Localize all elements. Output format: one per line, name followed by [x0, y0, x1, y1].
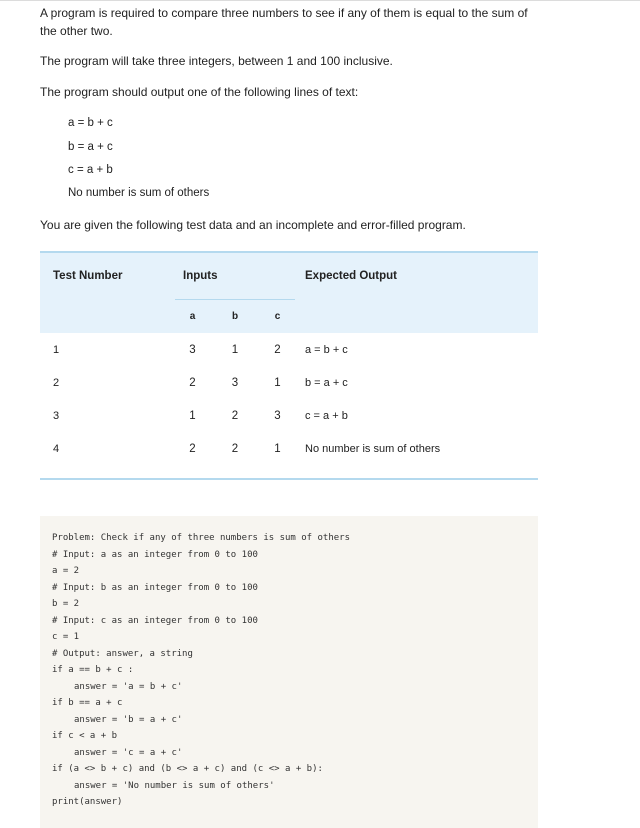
code-line: answer = 'b = a + c': [74, 714, 183, 725]
code-line: print(answer): [52, 797, 123, 807]
expected-output: a = b + c: [305, 343, 348, 356]
input-c: 2: [274, 343, 281, 356]
input-b: 1: [231, 343, 239, 356]
expected-output: c = a + b: [305, 409, 348, 422]
option-c: c = a + b: [68, 164, 113, 176]
code-line: # Input: c as an integer from 0 to 100: [52, 615, 258, 626]
option-a: a = b + c: [68, 117, 113, 129]
code-line: b = 2: [52, 599, 80, 609]
table-row: [40, 399, 538, 432]
code-line: a = 2: [52, 566, 80, 576]
table-header-row: [40, 252, 538, 299]
input-a: 2: [189, 376, 196, 389]
table-bottom-border: [40, 478, 538, 480]
code-line: if b == a + c: [52, 698, 123, 708]
intro-paragraph-4: You are given the following test data and an incomplete and error-filled program.: [40, 218, 466, 232]
intro-line-2: the other two.: [40, 24, 113, 38]
input-b: 3: [231, 376, 239, 389]
input-c: 1: [274, 442, 281, 455]
code-line: Problem: Check if any of three numbers is sum of others: [52, 533, 351, 543]
input-b: 2: [231, 409, 239, 422]
code-line: if a == b + c :: [52, 665, 134, 675]
header-c: c: [260, 299, 295, 333]
top-divider: [0, 0, 640, 1]
option-b: b = a + c: [68, 141, 113, 153]
expected-output: No number is sum of others: [305, 442, 441, 455]
header-b: b: [210, 299, 260, 333]
intro-paragraph-3: The program should output one of the following lines of text:: [40, 85, 359, 99]
input-c: 3: [274, 409, 281, 422]
code-line: if c < a + b: [52, 731, 118, 741]
code-line: answer = 'No number is sum of others': [74, 780, 275, 791]
test-number: 1: [53, 343, 60, 356]
input-a: 1: [189, 409, 196, 422]
option-none: No number is sum of others: [68, 187, 210, 199]
code-line: answer = 'a = b + c': [74, 681, 183, 692]
header-test-number: Test Number: [40, 252, 175, 299]
table-subheader-row: [40, 299, 538, 333]
code-line: answer = 'c = a + c': [74, 747, 183, 758]
expected-output: b = a + c: [305, 376, 348, 389]
table-row: [40, 333, 538, 366]
code-line: if (a <> b + c) and (b <> a + c) and (c <> a + b):: [52, 764, 323, 774]
code-line: c = 1: [52, 632, 80, 642]
test-number: 4: [53, 442, 60, 455]
code-line: # Input: b as an integer from 0 to 100: [52, 582, 258, 593]
test-data-table: [40, 251, 538, 465]
input-c: 1: [274, 376, 281, 389]
table-row: [40, 432, 538, 465]
table-row: [40, 366, 538, 399]
code-line: # Output: answer, a string: [52, 648, 193, 659]
intro-paragraph-2: The program will take three integers, between 1 and 100 inclusive.: [40, 54, 393, 68]
code-block: [40, 516, 538, 828]
header-a: a: [175, 299, 210, 333]
intro-line-1: A program is required to compare three numbers to see if any of them is equal to the sum of: [40, 6, 528, 20]
input-a: 3: [189, 343, 196, 356]
test-number: 2: [53, 376, 60, 389]
input-a: 2: [189, 442, 196, 455]
header-expected-output: Expected Output: [295, 252, 538, 299]
code-line: # Input: a as an integer from 0 to 100: [52, 549, 258, 560]
input-b: 2: [231, 442, 239, 455]
test-number: 3: [53, 409, 60, 422]
header-inputs: Inputs: [175, 252, 295, 299]
